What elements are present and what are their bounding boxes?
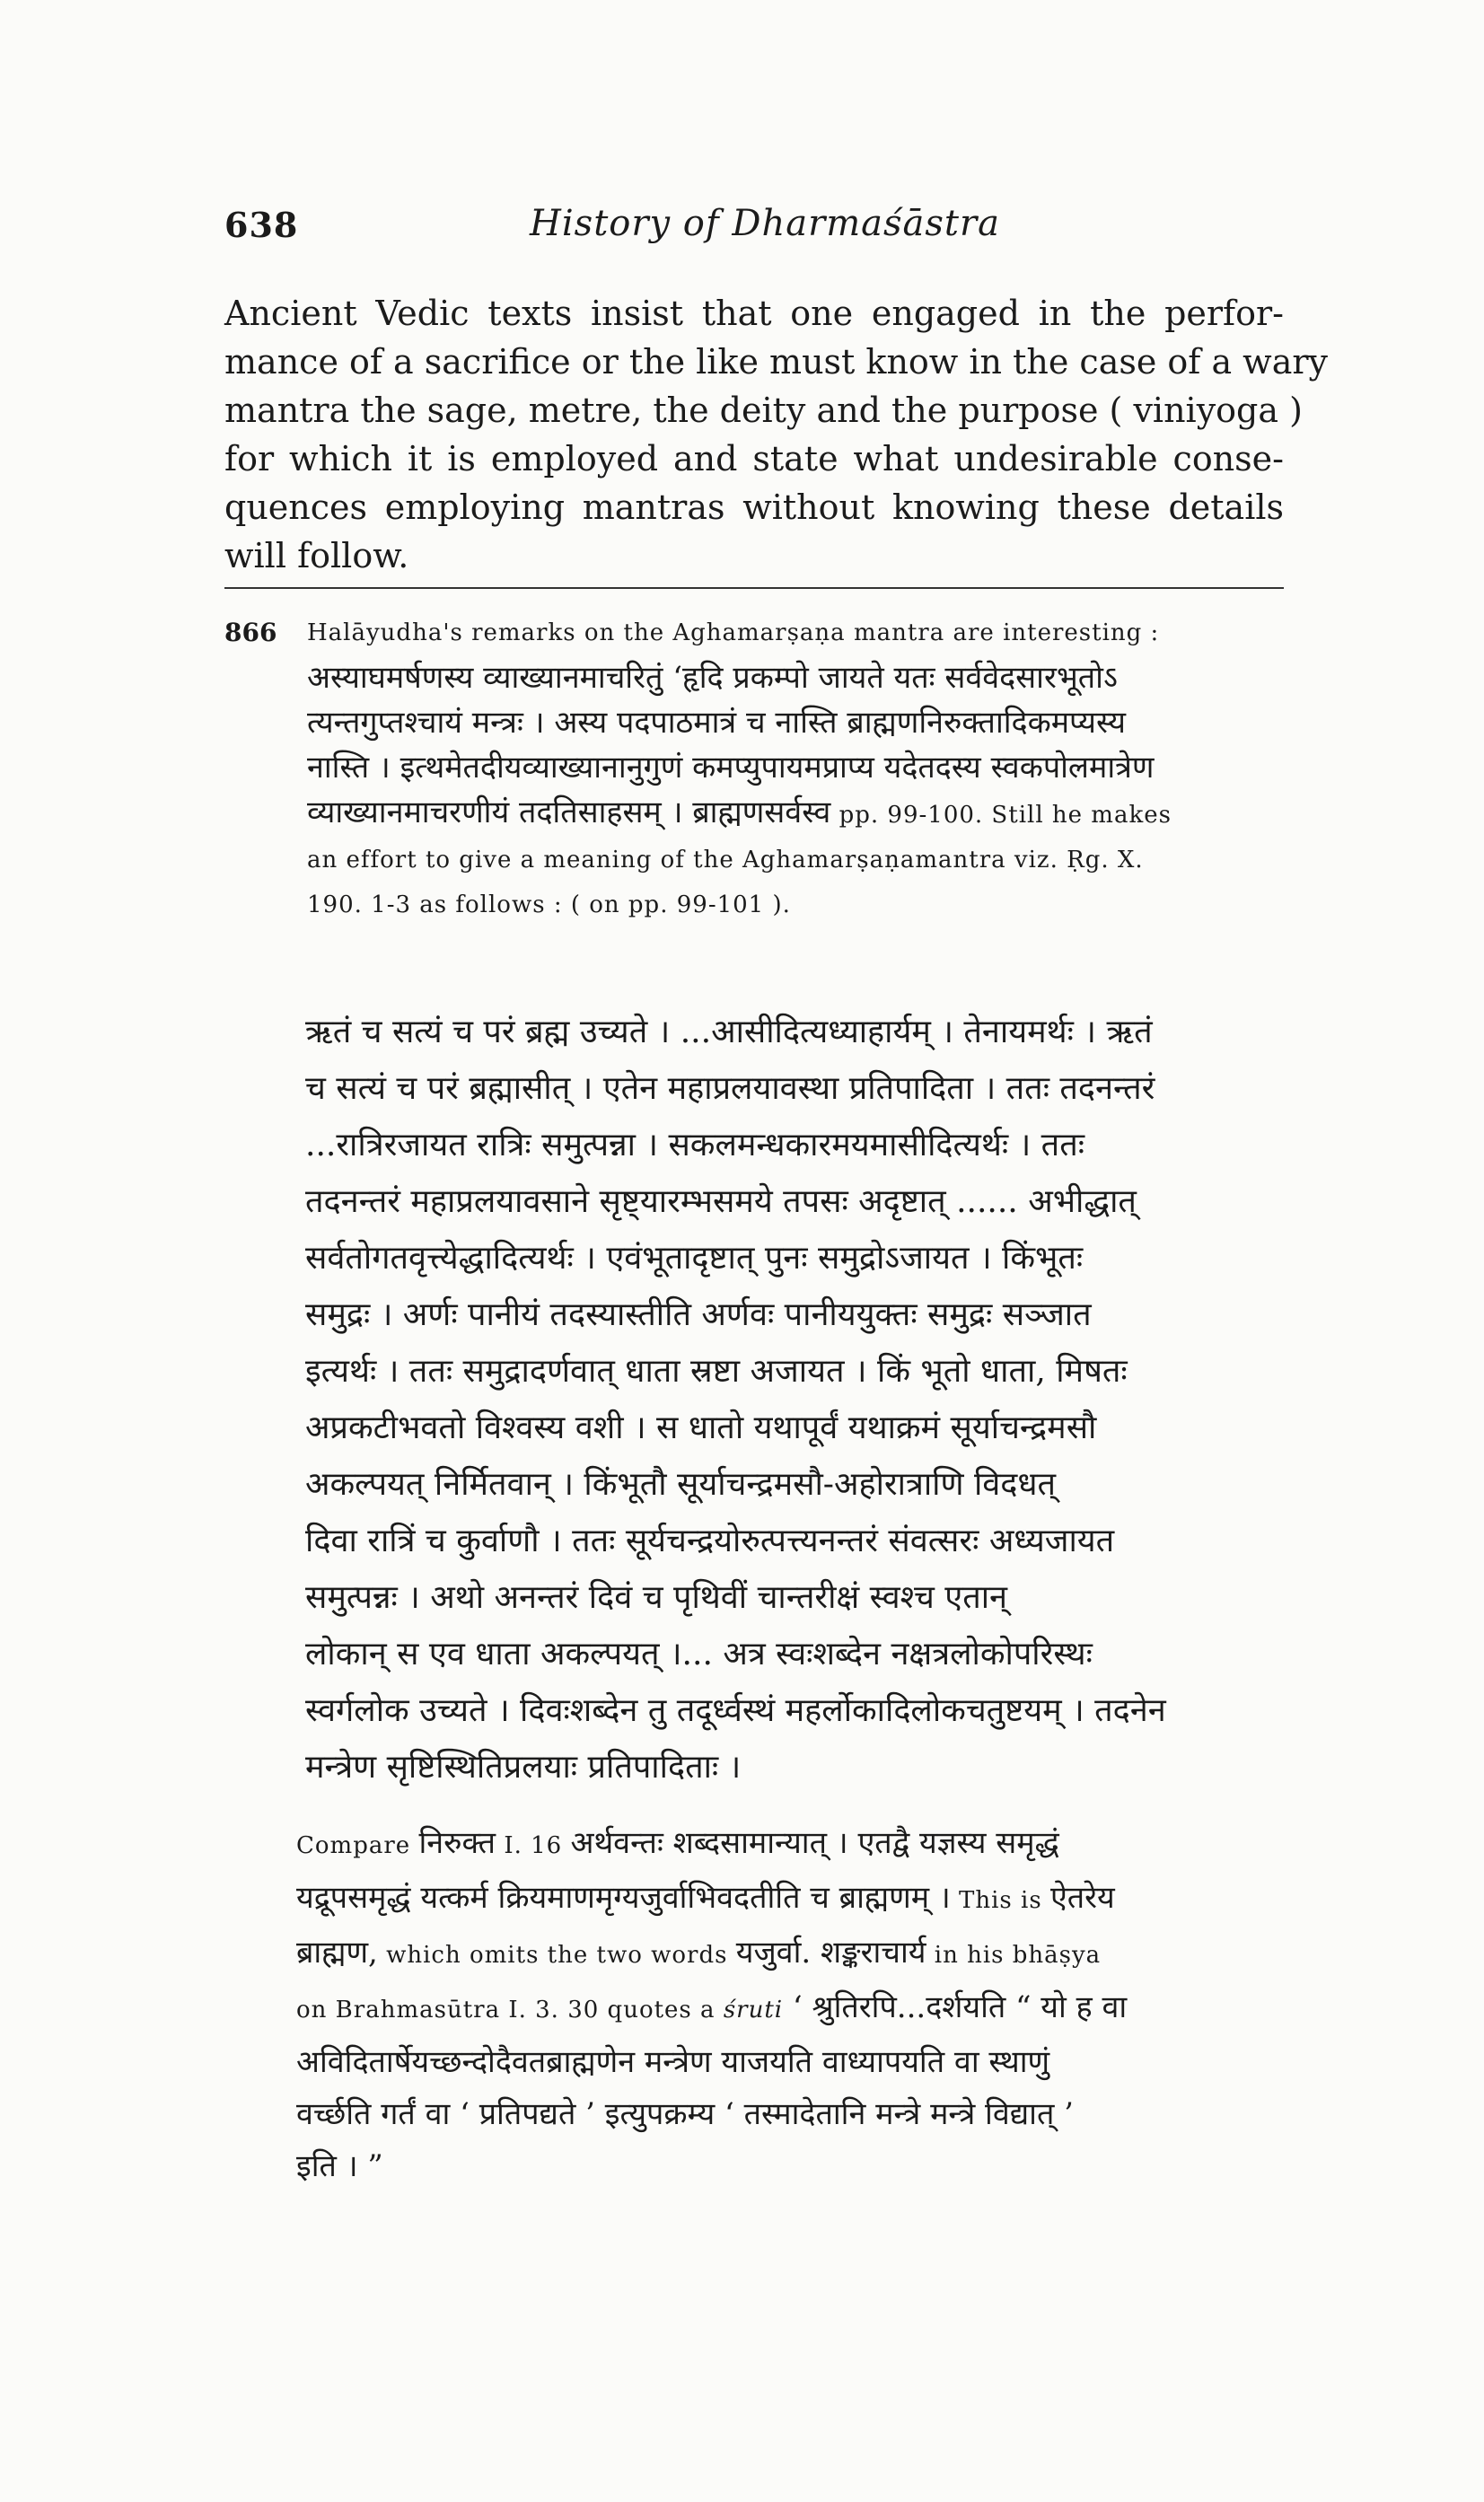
compare-line bbox=[296, 2140, 1284, 2192]
footnote-866 bbox=[224, 610, 1284, 927]
compare-segment: अर्थवन्तः शब्दसामान्यात् । एतद्वै यज्ञस्य समृद्धं bbox=[570, 1825, 1059, 1861]
text-line: mantra the sage, metre, the deity and the purpose ( viniyoga ) bbox=[224, 391, 1303, 430]
compare-line bbox=[296, 1927, 1284, 1981]
compare-segment: śruti bbox=[723, 1997, 784, 2024]
compare-segment: यजुर्वा. शङ्कराचार्य bbox=[735, 1935, 926, 1971]
footnote-line: त्यन्तगुप्तश्चायं मन्त्रः । अस्य पदपाठमात्रं च नास्ति ब्राह्मणनिरुक्तादिकमप्यस्य bbox=[307, 705, 1126, 741]
sanskrit-line: अकल्पयत् निर्मितवान् । किंभूतौ सूर्याचन्द्रमसौ-अहोरात्राणि विदधत् bbox=[305, 1466, 1057, 1503]
text-line: for which it is employed and state what undesirable conse- bbox=[224, 439, 1284, 478]
compare-segment: Compare bbox=[296, 1832, 419, 1859]
compare-segment: on Brahmasūtra I. 3. 30 quotes a bbox=[296, 1997, 724, 2024]
running-title: History of Dharmaśāstra bbox=[530, 203, 1000, 244]
sanskrit-line: अप्रकटीभवतो विश्वस्य वशी । स धातो यथापूर्वं यथाक्रमं सूर्याचन्द्रमसौ bbox=[305, 1409, 1097, 1446]
sanskrit-line: समुद्रः । अर्णः पानीयं तदस्यास्तीति अर्णवः पानीययुक्तः समुद्रः सञ्जात bbox=[305, 1296, 1092, 1333]
compare-segment: in his bhāṣya bbox=[926, 1942, 1102, 1969]
compare-segment: ऐतरेय bbox=[1049, 1880, 1115, 1916]
sanskrit-line: इत्यर्थः । ततः समुद्रादर्णवात् धाता स्रष्टा अजायत । किं भूतो धाता, मिषतः bbox=[305, 1353, 1128, 1390]
main-paragraph bbox=[224, 289, 1328, 580]
footnote-line: अस्याघमर्षणस्य व्याख्यानमाचरितुं ‘हृदि प्रकम्पो जायते यतः सर्ववेदसारभूतोऽ bbox=[307, 660, 1118, 696]
footnote-line: an effort to give a meaning of the Aghamarṣaṇamantra viz. Ṛg. X. bbox=[307, 847, 1144, 874]
compare-segment: इति । ” bbox=[296, 2148, 383, 2184]
page-number: 638 bbox=[224, 205, 299, 245]
footnote-rule bbox=[224, 587, 1284, 589]
footnote-line: 190. 1-3 as follows : ( on pp. 99-101 ). bbox=[307, 891, 791, 918]
compare-segment: This is bbox=[950, 1887, 1050, 1914]
footnote-line-latin: pp. 99-100. Still he makes bbox=[830, 802, 1172, 829]
footnote-line-devanagari: व्याख्यानमाचरणीयं तदतिसाहसम् । ब्राह्मणसर्वस्व bbox=[307, 794, 831, 830]
sanskrit-line: स्वर्गलोक उच्यते । दिवःशब्देन तु तदूर्ध्वस्थं महर्लोकादिलोकचतुष्टयम् । तदनेन bbox=[305, 1692, 1166, 1729]
footnote-line bbox=[307, 790, 1284, 838]
footnote-line: नास्ति । इत्थमेतदीयव्याख्यानानुगुणं कमप्युपायमप्राप्य यदेतदस्य स्वकपोलमात्रेण bbox=[307, 750, 1155, 786]
sanskrit-line: सर्वतोगतवृत्त्येद्धादित्यर्थः । एवंभूतादृष्टात् पुनः समुद्रोऽजायत । किंभूतः bbox=[305, 1240, 1084, 1277]
compare-segment: अविदितार्षेयच्छन्दोदैवतब्राह्मणेन मन्त्रेण याजयति वाध्यापयति वा स्थाणुं bbox=[296, 2044, 1050, 2080]
footnote-body bbox=[307, 610, 1284, 927]
compare-segment: निरुक्त bbox=[418, 1825, 496, 1861]
compare-segment: ब्राह्मण, bbox=[296, 1935, 378, 1971]
compare-block bbox=[296, 1817, 1284, 2192]
sanskrit-line: लोकान् स एव धाता अकल्पयत् ।... अत्र स्वःशब्देन नक्षत्रलोकोपरिस्थः bbox=[305, 1636, 1093, 1672]
sanskrit-line: ऋतं च सत्यं च परं ब्रह्म उच्यते । ...आसीदित्यध्याहार्यम् । तेनायमर्थः । ऋतं bbox=[305, 1014, 1153, 1050]
sanskrit-line: तदनन्तरं महाप्रलयावसाने सृष्ट्यारम्भसमये तपसः अदृष्टात् ...... अभीद्धात् bbox=[305, 1183, 1137, 1220]
compare-segment: I. 16 bbox=[496, 1832, 571, 1859]
compare-segment: वर्च्छति गर्तं वा ‘ प्रतिपद्यते ’ इत्युपक्रम्य ‘ तस्मादेतानि मन्त्रे मन्त्रे विद्यात् ’ bbox=[296, 2096, 1074, 2132]
text-line: quences employing mantras without knowing these details bbox=[224, 487, 1284, 527]
sanskrit-block bbox=[305, 1004, 1284, 1795]
sanskrit-line: मन्त्रेण सृष्टिस्थितिप्रलयाः प्रतिपादिताः । bbox=[305, 1749, 742, 1786]
text-line: will follow. bbox=[224, 536, 409, 575]
compare-segment: यद्रूपसमृद्धं यत्कर्म क्रियमाणमृग्यजुर्वाभिवदतीति च ब्राह्मणम् । bbox=[296, 1880, 951, 1916]
text-line: Ancient Vedic texts insist that one engaged in the perfor- bbox=[224, 294, 1284, 333]
sanskrit-line: च सत्यं च परं ब्रह्मासीत् । एतेन महाप्रलयावस्था प्रतिपादिता । ततः तदनन्तरं bbox=[305, 1070, 1155, 1107]
compare-segment: which omits the two words bbox=[377, 1942, 736, 1969]
compare-line bbox=[296, 1872, 1284, 1927]
sanskrit-line: दिवा रात्रिं च कुर्वाणौ । ततः सूर्यचन्द्रयोरुत्पत्त्यनन्तरं संवत्सरः अध्यजायत bbox=[305, 1523, 1115, 1559]
text-line: mance of a sacrifice or the like must know in the case of a wary bbox=[224, 342, 1328, 382]
compare-line bbox=[296, 1981, 1284, 2036]
compare-line bbox=[296, 2088, 1284, 2140]
compare-line bbox=[296, 2036, 1284, 2088]
sanskrit-line: ...रात्रिरजायत रात्रिः समुत्पन्ना । सकलमन्धकारमयमासीदित्यर्थः । ततः bbox=[305, 1127, 1084, 1163]
footnote-number: 866 bbox=[224, 618, 277, 647]
compare-line bbox=[296, 1817, 1284, 1872]
sanskrit-line: समुत्पन्नः । अथो अनन्तरं दिवं च पृथिवीं चान्तरीक्षं स्वश्च एतान् bbox=[305, 1579, 1008, 1616]
footnote-line: Halāyudha's remarks on the Aghamarṣaṇa mantra are interesting : bbox=[307, 619, 1160, 646]
compare-segment: ‘ श्रुतिरपि...दर्शयति “ यो ह वा bbox=[783, 1989, 1128, 2025]
